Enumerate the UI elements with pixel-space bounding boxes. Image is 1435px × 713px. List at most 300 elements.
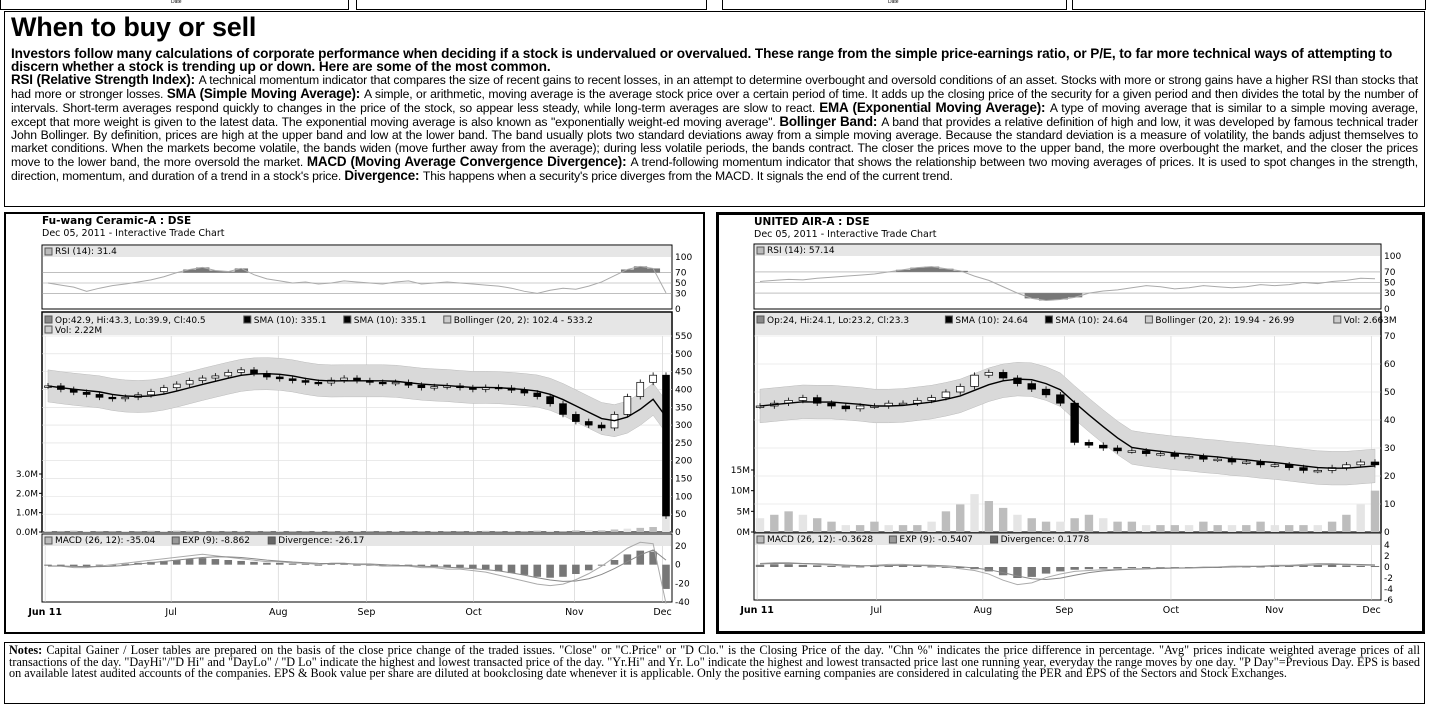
volume-bar [1171,525,1179,532]
divergence-bar [585,565,593,571]
volume-bar [302,531,310,532]
price-legend-swatch [45,316,52,323]
volume-tick-label: 15M [730,466,750,476]
price-legend-label: Op:24, Hi:24.1, Lo:23.2, Cl:23.3 [767,316,910,326]
chart-title: UNITED AIR-A : DSE [754,216,870,228]
divergence-bar [250,562,258,565]
divergence-bar [572,565,580,574]
candle-body [1271,465,1279,467]
volume-bar [870,522,878,532]
volume-bar [289,531,297,532]
volume-bar [856,525,864,532]
price-legend-label: SMA (10): 24.64 [1055,316,1129,326]
divergence-bar [521,565,529,575]
divergence-bar [1342,565,1350,567]
volume-bar [1099,518,1107,532]
volume-tick-label: 2.0M [15,489,38,500]
candle-body [1242,462,1250,464]
volume-bar [1328,522,1336,532]
volume-bar [418,531,426,532]
candle-body [534,393,541,397]
price-legend-label: SMA (10): 335.1 [353,316,427,326]
divergence-bar [276,563,284,565]
volume-legend-label: Vol: 2.22M [55,326,103,336]
volume-bar [186,531,194,532]
volume-bar [999,508,1007,532]
definition-text: A technical momentum indicator that compares the size of recent gains to recent losses, in an attempt to determine overbought and oversold conditions of an asset. Stocks with more or strong gains have a higher RSI than stocks that had more or stronger losses. [11,73,1418,101]
volume-bar [315,531,323,532]
price-tick-label: 250 [675,438,693,449]
price-legend-swatch [1334,316,1341,323]
candle-body [572,414,579,421]
macd-tick-label: 2 [1384,552,1390,562]
volume-bar [109,531,117,532]
candle-body [341,378,348,380]
definition-term: RSI (Relative Strength Index): [11,72,199,87]
candle-body [1171,454,1179,457]
rsi-tick-label: 70 [1384,267,1396,278]
candle-body [1343,465,1351,468]
price-tick-label: 50 [675,510,687,521]
section-title: When to buy or sell [11,12,257,42]
candle-body [1200,456,1208,459]
candle-body [83,392,90,394]
macd-legend-swatch [268,537,275,544]
volume-bar [1299,525,1307,532]
rsi-legend-label: RSI (14): 31.4 [55,247,117,257]
volume-bar [559,531,567,532]
candle-body [238,370,245,372]
candle-body [148,392,155,395]
volume-bar [585,530,593,532]
candle-body [1071,403,1079,442]
volume-bar [276,531,284,532]
volume-bar [1199,522,1207,532]
volume-bar [495,531,503,532]
candle-body [828,403,836,406]
rsi-oversold-area [1025,293,1040,298]
volume-bar [827,522,835,532]
volume-bar [366,531,374,532]
x-tick-label: Sep [1055,605,1074,616]
macd-legend-label: EXP (9): -0.5407 [899,535,973,545]
divergence-bar [913,566,921,567]
candle-body [1185,456,1193,458]
candle-body [585,422,592,426]
divergence-bar [1128,567,1136,568]
divergence-bar [224,560,232,565]
volume-bar [756,518,764,532]
volume-bar [44,531,52,532]
candle-body [199,378,206,380]
price-tick-label: 0 [1384,528,1390,538]
candle-body [637,382,644,396]
volume-tick-label: 10M [730,486,750,497]
price-tick-label: 0 [675,528,681,538]
divergence-bar [1056,567,1064,571]
candle-body [251,370,258,374]
x-tick-label: Jul [870,605,882,616]
candle-body [624,397,631,415]
price-tick-label: 400 [675,385,693,396]
divergence-bar [1142,567,1150,568]
candle-body [799,398,807,401]
volume-bar [160,531,168,532]
x-tick-label: Jul [165,607,177,618]
price-tick-label: 500 [675,349,693,360]
volume-bar [521,531,529,532]
volume-bar [970,494,978,532]
candle-body [842,406,850,409]
macd-legend-swatch [889,536,896,543]
divergence-bar [533,565,541,577]
candle-body [1314,470,1322,472]
macd-legend-label: Divergence: 0.1778 [1000,535,1090,545]
divergence-bar [1371,566,1379,567]
buy-sell-explainer [4,11,1425,207]
divergence-bar [469,565,477,569]
notes-text: Capital Gainer / Loser tables are prepared on the basis of the close price change of the traded issues. "Close" or "C.Price" or "D Clo." is the Closing Price of the day. "Chn %" indicates the price difference in percentage. "Avg" prices indicate weighted average prices of all transactions of the day. "DayHi"/"D Hi" and "DayLo" / "D Lo" indicate the highest and lowest transacted price of the day. "Yr.Hi" and Yr. Lo" indicate the highest and lowest transacted price last one running year, everyday the range moves by one day. "P Day"=Previous Day. EPS is based on available latest audited accounts of the companies. EPS & Book value per share are diluted at bookclosing date whenever it is applicable. Only the positive earning companies are considered in calculating the PER and EPS of the Sectors and Stock Exchanges. [9,643,1420,681]
candle-body [122,397,129,399]
price-legend-label: SMA (10): 335.1 [253,316,327,326]
candle-body [225,372,232,376]
divergence-bar [237,561,245,565]
chart-subtitle: Dec 05, 2011 - Interactive Trade Chart [754,229,937,240]
divergence-bar [289,564,297,565]
volume-bar [147,531,155,532]
volume-tick-label: 1.0M [15,508,38,519]
volume-bar [173,531,181,532]
divergence-bar [199,558,207,565]
macd-tick-label: -2 [1384,574,1393,584]
divergence-bar [1042,567,1050,574]
rsi-legend-label: RSI (14): 57.14 [767,246,835,256]
rsi-tick-label: 30 [1384,289,1396,300]
volume-bar [572,530,580,532]
prev-chart-frame-1 [0,0,349,10]
volume-bar [469,531,477,532]
candle-body [212,376,219,378]
candle-body [186,381,193,385]
divergence-bar [756,565,764,567]
volume-bar [1271,525,1279,532]
candle-body [1142,451,1150,454]
chart-panel-united-air [716,212,1425,634]
chart-panel-fuwang [4,212,705,634]
volume-bar [392,531,400,532]
volume-bar [379,531,387,532]
volume-tick-label: 0.0M [15,528,38,538]
candle-body [928,398,936,401]
candle-body [431,387,438,389]
price-tick-label: 50 [1384,388,1396,398]
macd-legend-swatch [991,536,998,543]
candle-body [956,386,964,392]
x-tick-label: Aug [268,607,288,618]
price-tick-label: 60 [1384,360,1396,370]
candle-body [1257,462,1265,465]
x-tick-label: Sep [357,607,376,618]
prev-chart-frame-4 [1072,0,1426,10]
divergence-bar [212,559,220,565]
volume-bar [649,527,657,532]
divergence-bar [1113,567,1121,569]
price-tick-label: 10 [1384,500,1396,510]
candle-body [96,394,103,397]
divergence-bar [186,559,194,565]
macd-legend-label: Divergence: -26.17 [278,536,365,546]
candle-body [1357,462,1365,465]
volume-bar [1357,504,1365,532]
price-tick-label: 200 [675,456,693,467]
price-tick-label: 30 [1384,444,1396,454]
volume-bar [212,531,220,532]
divergence-bar [1328,565,1336,567]
volume-bar [340,531,348,532]
candle-body [1128,451,1136,453]
price-legend-swatch [757,316,764,323]
divergence-bar [784,564,792,567]
volume-bar [96,531,104,532]
volume-bar [1213,525,1221,532]
volume-bar [1028,518,1036,532]
volume-bar [1228,525,1236,532]
candle-body [1228,459,1236,462]
divergence-bar [1357,566,1365,567]
volume-bar [353,531,361,532]
price-tick-label: 40 [1384,416,1396,426]
candle-body [971,375,979,386]
macd-legend-label: MACD (26, 12): -35.04 [55,536,156,546]
divergence-bar [456,565,464,568]
definition-text: A trend-following momentum indicator that shows the relationship between two moving averages of prices. It is used to spot changes in the strength, direction, momentum, and duration of a trend in a stock's price. [11,155,1418,183]
definition-term: Bollinger Band: [779,114,882,129]
volume-bar [199,531,207,532]
notes-box [4,642,1425,704]
prev-chart-frame-3 [722,0,1067,10]
volume-bar [956,504,964,532]
candle-body [1085,442,1093,445]
candle-body [942,392,950,398]
volume-bar [1285,525,1293,532]
divergence-bar [1099,567,1107,569]
macd-tick-label: -40 [675,598,690,608]
candle-body [663,375,670,516]
price-legend-swatch [344,316,351,323]
volume-bar [842,525,850,532]
divergence-bar [636,551,644,565]
volume-bar [1185,525,1193,532]
candle-body [856,406,864,409]
candle-body [289,379,296,381]
definitions-text [11,73,1418,183]
price-tick-label: 20 [1384,472,1396,482]
volume-bar [784,511,792,532]
chart-title: Fu-wang Ceramic-A : DSE [42,215,192,227]
volume-tick-label: 3.0M [15,470,38,480]
volume-bar [1056,522,1064,532]
divergence-bar [813,565,821,567]
volume-bar [1371,491,1379,532]
volume-bar [1242,525,1250,532]
candle-body [276,377,283,379]
candle-body [1114,448,1122,451]
volume-bar [57,531,65,532]
volume-tick-label: 5M [736,507,750,518]
volume-bar [250,531,258,532]
volume-bar [624,529,632,532]
volume-bar [508,531,516,532]
definition-text: This happens when a security's price diverges from the MACD. It signals the end of the current trend. [422,169,953,183]
macd-tick-label: 0 [1384,563,1390,573]
definition-term: EMA (Exponential Moving Average): [819,100,1050,115]
prev-date-label-left: Date [171,0,182,5]
macd-legend-label: EXP (9): -8.862 [182,536,250,546]
x-tick-label: Aug [973,605,993,616]
definition-text: A type of moving average that is similar to a simple moving average, except that more weight is given to the latest data. The exponential moving average is also known as "exponentially weight-ed moving average". [11,101,1418,129]
candle-body [547,397,554,404]
price-tick-label: 100 [675,492,693,503]
candle-body [521,390,528,393]
price-legend-label: Bollinger (20, 2): 19.94 - 26.99 [1155,316,1295,326]
divergence-bar [1028,567,1036,577]
volume-bar [134,531,142,532]
definition-term: SMA (Simple Moving Average): [166,86,365,101]
candle-body [160,388,167,392]
candle-body [650,375,657,382]
candle-body [985,372,993,375]
candle-body [999,372,1007,378]
volume-bar [927,522,935,532]
divergence-bar [1085,567,1093,569]
rsi-tick-label: 30 [675,289,687,300]
rsi-legend-swatch [757,247,764,254]
volume-bar [327,531,335,532]
rsi-tick-label: 0 [675,305,681,315]
candle-body [1371,462,1379,465]
macd-legend-swatch [45,537,52,544]
volume-bar [546,531,554,532]
x-tick-label: Jun 11 [740,605,774,616]
candle-body [1099,445,1107,448]
macd-tick-label: -4 [1384,585,1393,595]
rsi-tick-label: 100 [675,253,693,263]
volume-bar [1085,515,1093,532]
macd-legend-swatch [757,536,764,543]
candle-body [392,382,399,384]
volume-bar [942,511,950,532]
volume-legend-swatch [45,326,52,333]
candle-body [598,425,605,428]
macd-legend-label: MACD (26, 12): -0.3628 [767,535,874,545]
candle-body [109,397,116,399]
volume-bar [1342,515,1350,532]
divergence-bar [482,565,490,570]
divergence-bar [508,565,516,573]
section-intro: Investors follow many calculations of corporate performance when deciding if a stock is undervalued or overvalued. These range from the simple price-earnings ratio, or P/E, to far more technical ways of attempting to discern whether a stock is trending up or down. Here are some of the most common. [11,46,1393,74]
volume-bar [224,531,232,532]
macd-tick-label: -20 [675,579,690,590]
volume-bar [533,531,541,532]
x-tick-label: Oct [1162,605,1180,616]
volume-bar [1013,515,1021,532]
price-tick-label: 70 [1384,332,1396,342]
volume-bar [1042,522,1050,532]
volume-bar [913,525,921,532]
volume-bar [83,531,91,532]
volume-bar [813,518,821,532]
divergence-bar [770,564,778,567]
volume-bar [1156,525,1164,532]
volume-bar [985,501,993,532]
candle-body [418,385,425,387]
definition-term: MACD (Moving Average Convergence Divergence): [306,154,631,169]
volume-bar [799,515,807,532]
rsi-legend-bar [43,246,671,257]
divergence-bar [827,566,835,567]
volume-bar [405,531,413,532]
candle-body [1028,384,1036,390]
x-tick-label: Dec [653,607,672,618]
candle-body [379,382,386,384]
price-tick-label: 350 [675,403,693,414]
prev-chart-frame-2 [356,0,707,10]
price-legend-swatch [945,316,952,323]
divergence-bar [263,563,271,565]
price-tick-label: 300 [675,421,693,432]
macd-legend-swatch [172,537,179,544]
macd-tick-label: 0 [675,560,681,571]
definition-term: Divergence: [344,168,423,183]
candle-body [1042,389,1050,395]
price-legend-swatch [1145,316,1152,323]
divergence-bar [559,565,567,577]
volume-bar [598,530,606,532]
volume-bar [611,530,619,532]
divergence-bar [799,565,807,567]
x-tick-label: Oct [465,607,482,618]
chart-subtitle: Dec 05, 2011 - Interactive Trade Chart [42,228,225,239]
candle-body [560,404,567,415]
candle-body [1157,454,1165,456]
price-legend-swatch [244,316,251,323]
price-legend-label: Vol: 2.663M [1343,316,1397,326]
volume-tick-label: 0M [736,528,750,538]
x-tick-label: Jun 11 [28,607,62,618]
price-tick-label: 450 [675,367,693,378]
volume-bar [237,531,245,532]
divergence-bar [611,560,619,565]
candle-body [302,381,309,383]
candle-body [1057,395,1065,403]
macd-tick-label: 4 [1384,541,1390,551]
divergence-bar [662,565,670,589]
divergence-bar [546,565,554,578]
candle-body [173,384,180,388]
volume-bar [899,525,907,532]
rsi-tick-label: 0 [1384,305,1390,315]
macd-tick-label: 20 [675,542,687,552]
volume-bar [456,531,464,532]
divergence-bar [1070,567,1078,570]
divergence-bar [999,567,1007,575]
chart-united-air [719,215,1422,631]
volume-bar [885,525,893,532]
volume-bar [430,531,438,532]
price-legend-label: Bollinger (20, 2): 102.4 - 533.2 [453,316,593,326]
price-legend-label: Op:42.9, Hi:43.3, Lo:39.9, Cl:40.5 [55,316,206,326]
volume-bar [770,515,778,532]
